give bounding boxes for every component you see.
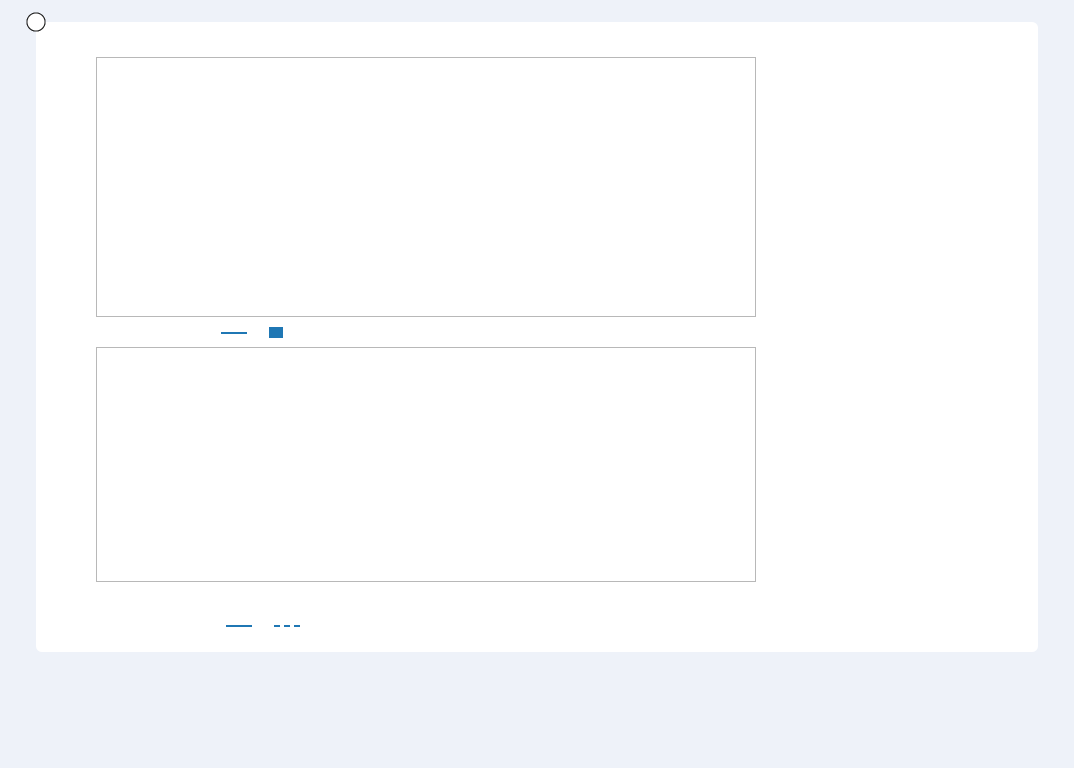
top-panel-plot (96, 57, 756, 317)
legend-item-open-interest (226, 625, 258, 627)
callout-4 (27, 13, 46, 32)
bar-swatch-icon (269, 327, 283, 338)
line-swatch-icon (226, 625, 252, 627)
chart-card (36, 22, 1038, 652)
bottom-panel-plot (96, 347, 756, 582)
line-swatch-icon (221, 332, 247, 334)
legend-item-btc-price (221, 332, 253, 334)
legend-item-perp-funding (274, 625, 306, 627)
legend-item-liquidations (269, 327, 289, 338)
bottom-legend (226, 625, 306, 627)
top-legend (221, 327, 289, 338)
dashed-line-swatch-icon (274, 625, 300, 627)
